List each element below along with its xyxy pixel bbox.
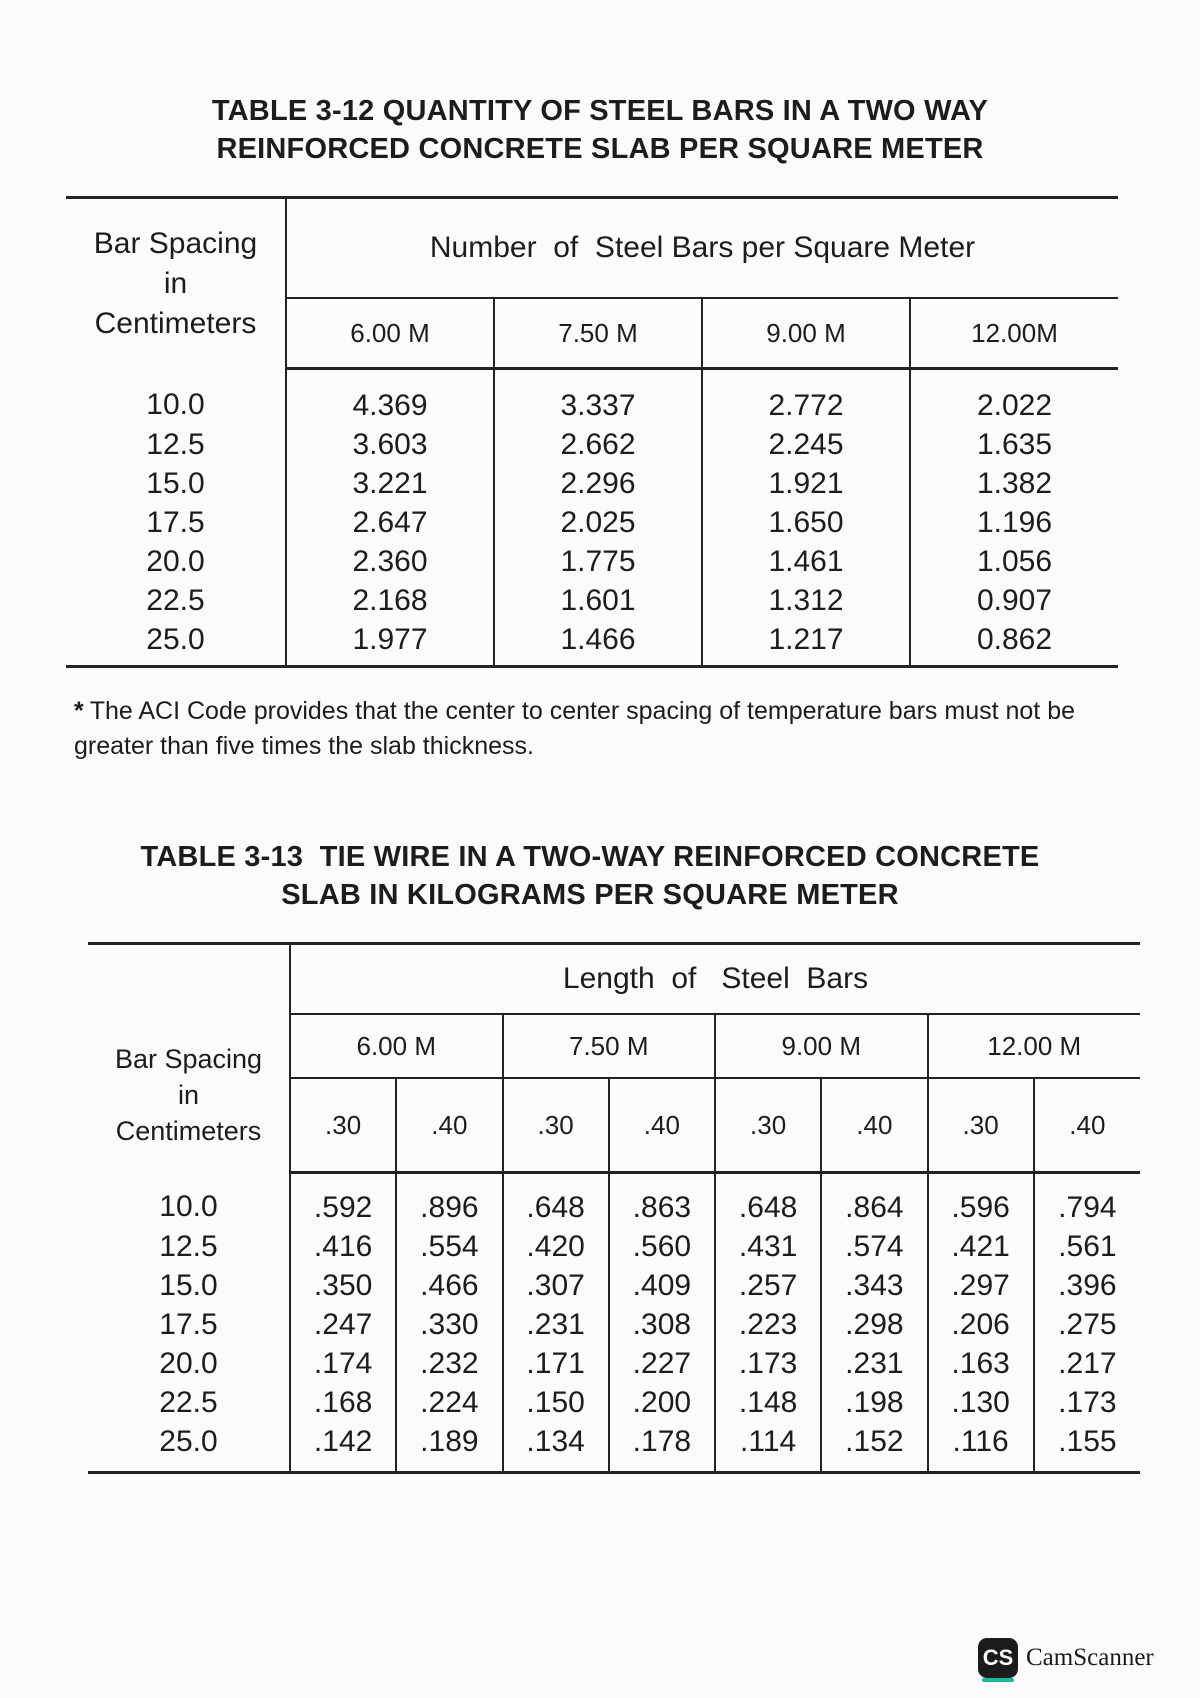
value-cell: .307	[503, 1266, 609, 1305]
camscanner-watermark	[978, 1638, 1154, 1678]
bar-spacing-cell: 17.5	[88, 1305, 290, 1344]
value-cell: 1.196	[976, 505, 1053, 539]
table2-title-line2: SLAB IN KILOGRAMS PER SQUARE METER	[281, 879, 899, 911]
value-cell: 1.382	[976, 466, 1053, 500]
value-cell: .231	[503, 1305, 609, 1344]
value-cell: .152	[821, 1422, 927, 1473]
value-cell: .257	[715, 1266, 821, 1305]
value-cell: .173	[715, 1344, 821, 1383]
table1-col-header: 12.00M	[910, 298, 1118, 369]
bar-spacing-cell: 15.0	[88, 1266, 290, 1305]
table-row	[66, 620, 1118, 667]
value-cell: 1.056	[976, 544, 1053, 578]
value-cell: 2.296	[494, 464, 702, 503]
value-cell: 1.977	[286, 620, 494, 667]
value-cell: 0.862	[910, 620, 1118, 667]
value-cell: 3.337	[494, 369, 702, 426]
value-cell: .409	[609, 1266, 715, 1305]
value-cell: .224	[396, 1383, 502, 1422]
table1-title-line1: TABLE 3-12 QUANTITY OF STEEL BARS IN A TWO WAY	[211, 95, 989, 127]
note-text: The ACI Code provides that the center to center spacing of temperature bars must not be greater than five times the slab thickness.	[74, 697, 1076, 760]
value-cell: 2.168	[286, 581, 494, 620]
value-cell: .648	[715, 1173, 821, 1228]
value-cell: .275	[1058, 1307, 1117, 1341]
row-header-line: Bar Spacing	[93, 226, 258, 260]
value-cell: 1.312	[702, 581, 910, 620]
value-cell: .168	[290, 1383, 396, 1422]
value-cell: .200	[609, 1383, 715, 1422]
value-cell: 2.360	[286, 542, 494, 581]
value-cell: .231	[821, 1344, 927, 1383]
table2-title	[90, 838, 1090, 914]
value-cell: .330	[396, 1305, 502, 1344]
aci-code-note	[74, 694, 1144, 764]
value-cell: .794	[1058, 1190, 1117, 1224]
table2-group-header: 7.50 M	[503, 1014, 716, 1078]
value-cell: .648	[503, 1173, 609, 1228]
row-header-line: in	[177, 1079, 199, 1110]
value-cell: .343	[821, 1266, 927, 1305]
value-cell: .247	[290, 1305, 396, 1344]
value-cell: .142	[290, 1422, 396, 1473]
value-cell: 2.647	[286, 503, 494, 542]
bar-spacing-cell: 10.0	[88, 1173, 290, 1228]
table-row	[66, 581, 1118, 620]
table1-row-header	[66, 198, 286, 369]
value-cell: .114	[715, 1422, 821, 1473]
table-row	[88, 1173, 1140, 1228]
bar-spacing-cell: 12.5	[66, 425, 286, 464]
value-cell: .174	[290, 1344, 396, 1383]
table2-row-header	[88, 944, 290, 1173]
bar-spacing-cell: 25.0	[66, 620, 286, 667]
value-cell: 1.775	[494, 542, 702, 581]
value-cell: 2.772	[702, 369, 910, 426]
value-cell: .171	[503, 1344, 609, 1383]
table-row	[88, 1383, 1140, 1422]
table2-subcol-header: .40	[821, 1078, 927, 1173]
value-cell: .178	[609, 1422, 715, 1473]
value-cell: .863	[609, 1173, 715, 1228]
value-cell: .421	[928, 1227, 1034, 1266]
value-cell: 1.635	[976, 427, 1053, 461]
table2-subcol-header: .40	[609, 1078, 715, 1173]
table-row	[66, 542, 1118, 581]
value-cell: 2.245	[702, 425, 910, 464]
value-cell: .592	[290, 1173, 396, 1228]
value-cell: .148	[715, 1383, 821, 1422]
table2-group-header: 9.00 M	[715, 1014, 928, 1078]
value-cell: .350	[290, 1266, 396, 1305]
table1-body	[66, 369, 1118, 667]
value-cell: .416	[290, 1227, 396, 1266]
value-cell: .561	[1058, 1229, 1117, 1263]
value-cell: .163	[928, 1344, 1034, 1383]
value-cell: .308	[609, 1305, 715, 1344]
table2-group-header: 12.00 M	[928, 1014, 1141, 1078]
value-cell: .223	[715, 1305, 821, 1344]
value-cell: .130	[928, 1383, 1034, 1422]
value-cell: .560	[609, 1227, 715, 1266]
row-header-line: Centimeters	[94, 306, 257, 340]
bar-spacing-cell: 17.5	[66, 503, 286, 542]
value-cell: 3.221	[286, 464, 494, 503]
value-cell: .864	[821, 1173, 927, 1228]
value-cell: .227	[609, 1344, 715, 1383]
value-cell: .896	[396, 1173, 502, 1228]
value-cell: 1.601	[494, 581, 702, 620]
camscanner-brand: CamScanner	[1026, 1644, 1154, 1671]
value-cell: 0.907	[976, 583, 1053, 617]
table-row	[66, 369, 1118, 426]
value-cell: .116	[928, 1422, 1034, 1473]
table1-group-header: Number of Steel Bars per Square Meter	[286, 198, 1118, 299]
value-cell: 2.662	[494, 425, 702, 464]
note-bullet: *	[74, 697, 84, 725]
steel-bars-table	[66, 196, 1118, 668]
bar-spacing-cell: 20.0	[66, 542, 286, 581]
value-cell: .206	[928, 1305, 1034, 1344]
camscanner-logo-icon	[978, 1638, 1018, 1678]
table-row	[66, 425, 1118, 464]
table1-title	[100, 92, 1100, 168]
camscanner-logo-text: CS	[982, 1645, 1014, 1670]
tie-wire-table	[88, 942, 1140, 1474]
bar-spacing-cell: 12.5	[88, 1227, 290, 1266]
table-row	[88, 1305, 1140, 1344]
value-cell: .596	[928, 1173, 1034, 1228]
row-header-line: Centimeters	[115, 1115, 262, 1146]
table2-subcol-header: .40	[1034, 1078, 1140, 1173]
table1-title-line2: REINFORCED CONCRETE SLAB PER SQUARE METER	[216, 133, 984, 165]
row-header-line: Bar Spacing	[114, 1043, 263, 1074]
table-row	[66, 503, 1118, 542]
value-cell: .198	[821, 1383, 927, 1422]
table-row	[88, 1344, 1140, 1383]
value-cell: .297	[928, 1266, 1034, 1305]
bar-spacing-cell: 22.5	[66, 581, 286, 620]
table2-group-header: 6.00 M	[290, 1014, 503, 1078]
value-cell: 2.025	[494, 503, 702, 542]
table2-subcol-header: .30	[715, 1078, 821, 1173]
value-cell: .189	[396, 1422, 502, 1473]
table1-col-header: 7.50 M	[494, 298, 702, 369]
table-row	[66, 464, 1118, 503]
value-cell: 1.650	[702, 503, 910, 542]
value-cell: .134	[503, 1422, 609, 1473]
bar-spacing-cell: 22.5	[88, 1383, 290, 1422]
value-cell: .155	[1034, 1422, 1140, 1473]
value-cell: 2.022	[976, 388, 1053, 422]
value-cell: .554	[396, 1227, 502, 1266]
bar-spacing-cell: 25.0	[88, 1422, 290, 1473]
table2-subcol-header: .40	[396, 1078, 502, 1173]
value-cell: .232	[396, 1344, 502, 1383]
value-cell: .466	[396, 1266, 502, 1305]
bar-spacing-cell: 15.0	[66, 464, 286, 503]
value-cell: .217	[1058, 1346, 1117, 1380]
table2-subcol-header: .30	[928, 1078, 1034, 1173]
table2-length-header: Length of Steel Bars	[290, 944, 1140, 1015]
value-cell: .150	[503, 1383, 609, 1422]
value-cell: 1.461	[702, 542, 910, 581]
table-row	[88, 1227, 1140, 1266]
value-cell: .396	[1058, 1268, 1117, 1302]
value-cell: .173	[1058, 1385, 1117, 1419]
row-header-line: in	[163, 266, 188, 300]
table1-col-header: 6.00 M	[286, 298, 494, 369]
table-row	[88, 1422, 1140, 1473]
table-row	[88, 1266, 1140, 1305]
value-cell: .574	[821, 1227, 927, 1266]
table2-body	[88, 1173, 1140, 1473]
table2-subcol-header: .30	[503, 1078, 609, 1173]
value-cell: 1.217	[702, 620, 910, 667]
value-cell: 1.466	[494, 620, 702, 667]
bar-spacing-cell: 20.0	[88, 1344, 290, 1383]
table2-subcol-header: .30	[290, 1078, 396, 1173]
value-cell: .431	[715, 1227, 821, 1266]
value-cell: 4.369	[286, 369, 494, 426]
bar-spacing-cell: 10.0	[66, 369, 286, 426]
value-cell: 1.921	[702, 464, 910, 503]
table2-title-line1: TABLE 3-13 TIE WIRE IN A TWO-WAY REINFORCED CONCRETE	[140, 841, 1040, 873]
table1-col-header: 9.00 M	[702, 298, 910, 369]
value-cell: .298	[821, 1305, 927, 1344]
value-cell: .420	[503, 1227, 609, 1266]
value-cell: 3.603	[286, 425, 494, 464]
